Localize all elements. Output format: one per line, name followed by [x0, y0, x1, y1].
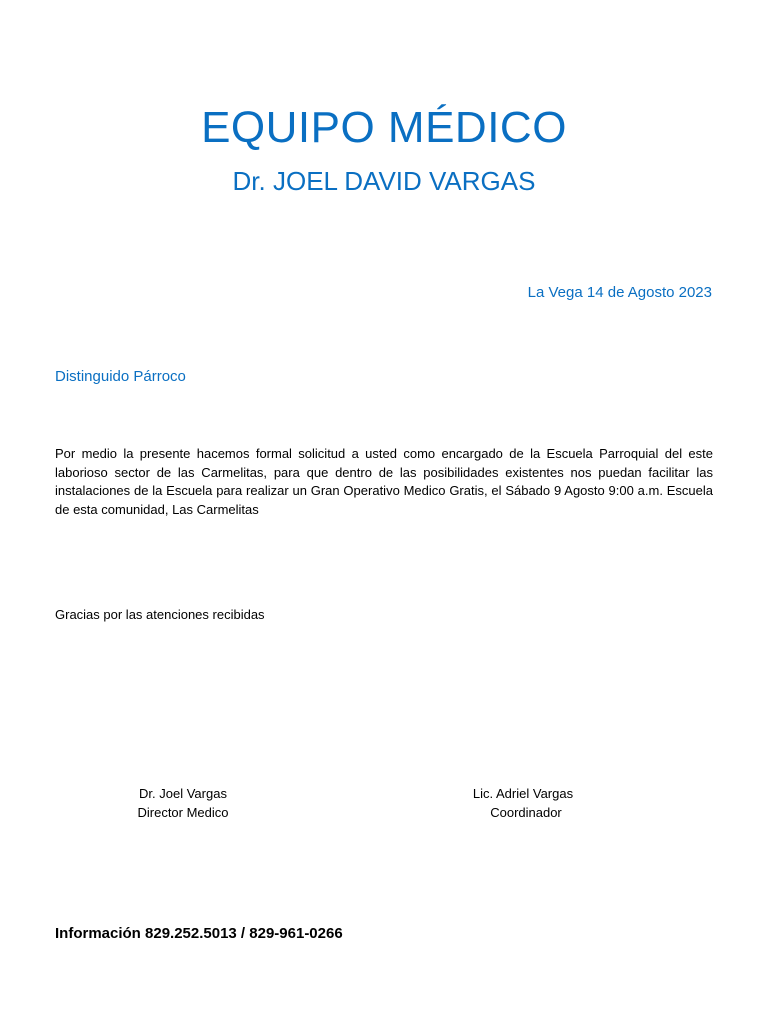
- signature-name: Lic. Adriel Vargas: [472, 786, 574, 801]
- signature-role: Coordinador: [490, 805, 562, 820]
- signature-block-director: [108, 784, 258, 822]
- contact-info: Información 829.252.5013 / 829-961-0266: [55, 925, 343, 942]
- letter-body: Por medio la presente hacemos formal solicitud a usted como encargado de la Escuela Parroquial del este laborioso sector de las Carmelitas, para que dentro de las posibilidades existentes nos puedan facilitar las instalaciones de la Escuela para realizar un Gran Operativo Medico Gratis, el Sábado 9 Agosto 9:00 a.m. Escuela de esta comunidad, Las Carmelitas: [55, 446, 713, 517]
- doctor-name-heading: Dr. JOEL DAVID VARGAS: [232, 166, 536, 196]
- document-title: EQUIPO MÉDICO: [201, 103, 567, 152]
- letter-closing: Gracias por las atenciones recibidas: [55, 607, 265, 622]
- signature-name: Dr. Joel Vargas: [139, 786, 227, 801]
- letter-date: La Vega 14 de Agosto 2023: [527, 284, 712, 301]
- letter-greeting: Distinguido Párroco: [55, 368, 186, 385]
- signature-role: Director Medico: [137, 805, 229, 820]
- signature-block-coordinator: [440, 784, 606, 822]
